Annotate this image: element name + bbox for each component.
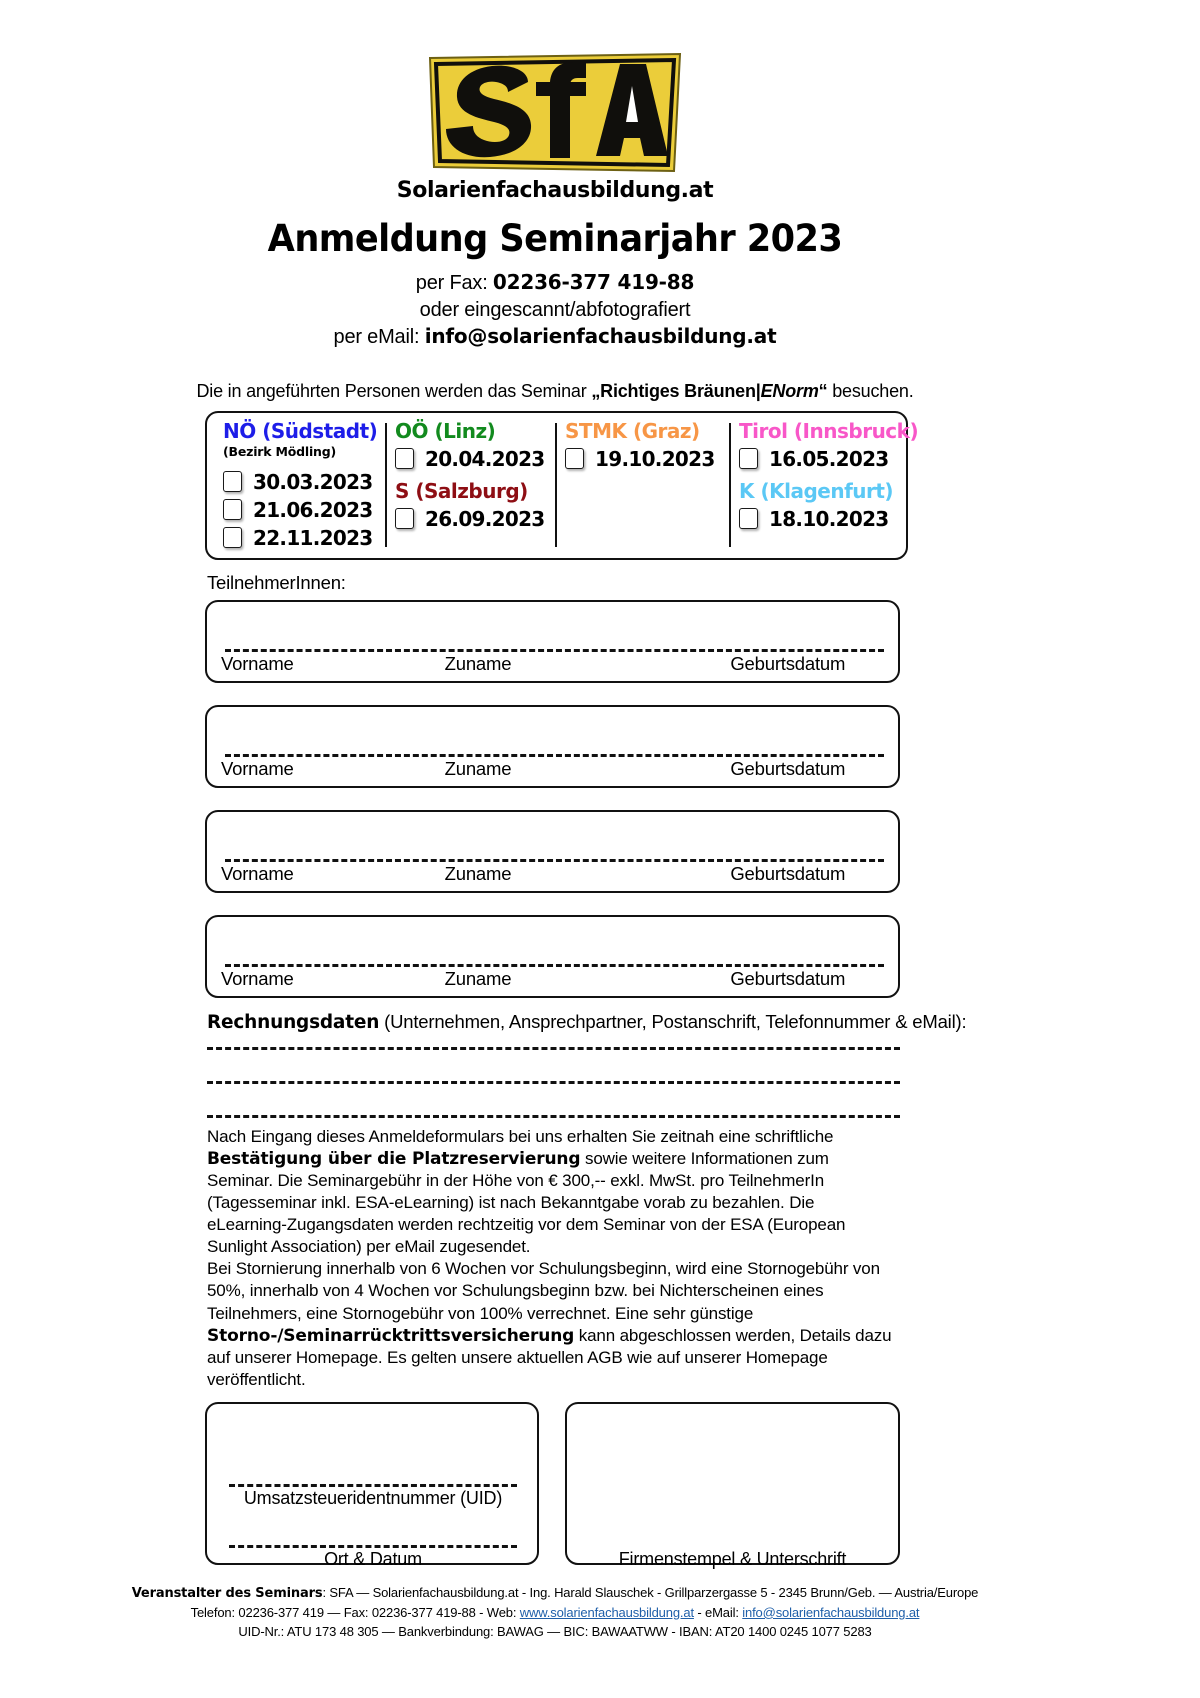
checkbox-icon[interactable] — [739, 448, 758, 469]
write-line — [225, 754, 884, 757]
place-date-caption: Ort & Datum — [324, 1548, 422, 1569]
region-label-tirol: Tirol (Innsbruck) — [739, 418, 919, 443]
participant-field-labels — [221, 758, 888, 780]
billing-label-hint: (Unternehmen, Ansprechpartner, Postanschrift, Telefonnummer & eMail): — [379, 1010, 967, 1032]
seminar-name-italic: ENorm — [760, 380, 819, 401]
footer-organizer-details: : SFA — Solarienfachausbildung.at - Ing. Harald Slauschek - Grillparzergasse 5 - 2345 Brunn/Geb. — Austria/Europe — [322, 1584, 979, 1600]
label-geburtsdatum: Geburtsdatum — [730, 757, 846, 779]
email-label: per eMail: — [333, 326, 425, 349]
billing-write-line-1 — [207, 1047, 900, 1050]
footer-line-1 — [0, 1584, 1110, 1604]
label-geburtsdatum: Geburtsdatum — [730, 967, 846, 989]
checkbox-icon[interactable] — [223, 527, 242, 548]
billing-label-bold: Rechnungsdaten — [207, 1011, 380, 1033]
seminar-date-box — [205, 411, 919, 560]
date-option-salzburg-1[interactable] — [395, 507, 545, 531]
label-zuname: Zuname — [444, 862, 512, 884]
terms-p2-c: kann abgeschlossen werden, Details dazu auf unserer Homepage. Es gelten unsere aktuellen AGB wie auf unserer Homepage veröffentlicht. — [207, 1325, 892, 1389]
terms-p2-a: Bei Stornierung innerhalb von 6 Wochen vor Schulungsbeginn, wird eine Stornogebühr von 50%, innerhalb von 4 Wochen vor Schulungsbeginn bzw. bei Nichterscheinen eines Teilnehmers, eine Stornogebühr von 100% verrechnet. Eine sehr günstige — [207, 1259, 880, 1323]
checkbox-icon[interactable] — [223, 471, 242, 492]
footer-line-3: UID-Nr.: ATU 173 48 305 — Bankverbindung: BAWAG — BIC: BAWAATWW - IBAN: AT20 1400 0245 1077 5283 — [238, 1623, 872, 1639]
signature-row — [205, 1402, 900, 1569]
region-label-noe: NÖ (Südstadt) — [223, 418, 378, 443]
scan-line: oder eingescannt/abfotografiert — [419, 298, 691, 321]
date-option-tirol-1[interactable] — [739, 447, 896, 471]
seminar-sentence-before: Die in angeführten Personen werden das Seminar — [196, 380, 592, 401]
seminar-sentence — [0, 381, 1110, 402]
participant-field-labels — [221, 863, 888, 885]
label-zuname: Zuname — [444, 967, 512, 989]
date-label: 20.04.2023 — [425, 446, 545, 471]
fax-number: 02236-377 419-88 — [492, 270, 695, 294]
date-column-stmk — [555, 420, 729, 550]
label-zuname: Zuname — [444, 757, 512, 779]
label-vorname: Vorname — [221, 967, 294, 989]
participants-label: TeilnehmerInnen: — [207, 571, 346, 593]
write-line — [225, 649, 884, 652]
place-date-write-line — [229, 1545, 517, 1548]
email-line — [0, 323, 1110, 351]
checkbox-icon[interactable] — [395, 448, 414, 469]
region-label-salzburg: S (Salzburg) — [395, 478, 528, 503]
date-option-noe-3[interactable] — [223, 526, 375, 550]
date-option-noe-1[interactable] — [223, 470, 375, 494]
terms-p1-a: Nach Eingang dieses Anmeldeformulars bei uns erhalten Sie zeitnah eine schriftliche — [207, 1126, 834, 1146]
date-option-klagenfurt-1[interactable] — [739, 507, 896, 531]
footer-email-link[interactable]: info@solarienfachausbildung.at — [742, 1604, 920, 1620]
brand-logo — [397, 52, 713, 203]
participant-field-labels — [221, 968, 888, 990]
region-sublabel-noe: (Bezirk Mödling) — [223, 443, 337, 459]
region-label-stmk: STMK (Graz) — [565, 418, 700, 443]
terms-text — [207, 1126, 897, 1391]
write-line — [225, 859, 884, 862]
page-title: Anmeldung Seminarjahr 2023 — [267, 217, 843, 260]
uid-and-date-box[interactable] — [205, 1402, 539, 1569]
logo-header — [0, 0, 1110, 203]
label-geburtsdatum: Geburtsdatum — [730, 862, 846, 884]
participant-field-labels — [221, 653, 888, 675]
participant-row-4[interactable] — [205, 915, 900, 998]
uid-caption: Umsatzsteueridentnummer (UID) — [243, 1487, 503, 1508]
company-stamp-box[interactable] — [565, 1402, 900, 1569]
date-label: 19.10.2023 — [595, 446, 715, 471]
billing-write-line-3 — [207, 1115, 900, 1118]
label-zuname: Zuname — [444, 652, 512, 674]
label-geburtsdatum: Geburtsdatum — [730, 652, 846, 674]
billing-write-line-2 — [207, 1081, 900, 1084]
date-label: 26.09.2023 — [425, 506, 545, 531]
date-label: 18.10.2023 — [769, 506, 889, 531]
checkbox-icon[interactable] — [223, 499, 242, 520]
label-vorname: Vorname — [221, 862, 294, 884]
date-column-ooe-salzburg — [385, 420, 555, 550]
write-line — [225, 964, 884, 967]
footer-phone-fax: Telefon: 02236-377 419 — Fax: 02236-377 419-88 - Web: — [190, 1604, 520, 1620]
label-vorname: Vorname — [221, 652, 294, 674]
date-option-ooe-1[interactable] — [395, 447, 545, 471]
region-label-ooe: OÖ (Linz) — [395, 418, 496, 443]
seminar-quote-close: “ — [818, 380, 828, 401]
uid-write-line — [229, 1484, 517, 1487]
terms-p2-bold: Storno-/Seminarrücktrittsversicherung — [207, 1325, 575, 1346]
fax-label: per Fax: — [415, 272, 493, 294]
billing-label — [207, 1011, 1110, 1033]
date-option-stmk-1[interactable] — [565, 447, 719, 471]
seminar-name-bold: Richtiges Bräunen| — [600, 380, 761, 401]
date-option-noe-2[interactable] — [223, 498, 375, 522]
terms-p1-bold: Bestätigung über die Platzreservierung — [207, 1148, 581, 1169]
date-label: 21.06.2023 — [253, 497, 373, 522]
footer — [0, 1584, 1110, 1642]
participant-row-2[interactable] — [205, 705, 900, 788]
seminar-sentence-after: besuchen. — [827, 380, 914, 401]
date-label: 30.03.2023 — [253, 469, 373, 494]
footer-line-2 — [0, 1604, 1110, 1623]
checkbox-icon[interactable] — [739, 508, 758, 529]
seminar-quote-open: „ — [591, 380, 601, 401]
email-address: info@solarienfachausbildung.at — [424, 324, 777, 349]
logo-caption: Solarienfachausbildung.at — [396, 178, 714, 203]
sfa-logo-icon — [424, 52, 686, 177]
checkbox-icon[interactable] — [565, 448, 584, 469]
footer-email-label: - eMail: — [693, 1604, 743, 1620]
date-column-tirol-klagenfurt — [729, 418, 919, 550]
checkbox-icon[interactable] — [395, 508, 414, 529]
terms-p1-c: sowie weitere Informationen zum Seminar. Die Seminargebühr in der Höhe von € 300,-- exkl. MwSt. pro TeilnehmerIn (Tagesseminar inkl. ESA-eLearning) ist nach Bekanntgabe vorab zu bezahlen. Die eLearning-Zugangsdaten werden rechtzeitig vor dem Seminar von der ESA (European Sunlight Association) per eMail zugesendet. — [207, 1148, 846, 1257]
footer-organizer-label: Veranstalter des Seminars — [131, 1585, 323, 1601]
billing-lines[interactable] — [207, 1047, 900, 1118]
participant-row-1[interactable] — [205, 600, 900, 683]
date-label: 22.11.2023 — [253, 525, 373, 550]
fax-line — [0, 269, 1110, 297]
terms-paragraph-2 — [207, 1258, 897, 1391]
date-column-noe — [207, 420, 385, 550]
region-label-klagenfurt: K (Klagenfurt) — [739, 478, 894, 503]
terms-paragraph-1 — [207, 1126, 897, 1259]
date-label: 16.05.2023 — [769, 446, 889, 471]
participant-row-3[interactable] — [205, 810, 900, 893]
label-vorname: Vorname — [221, 757, 294, 779]
footer-web-link[interactable]: www.solarienfachausbildung.at — [519, 1604, 694, 1620]
stamp-caption: Firmenstempel & Unterschrift — [618, 1548, 847, 1569]
